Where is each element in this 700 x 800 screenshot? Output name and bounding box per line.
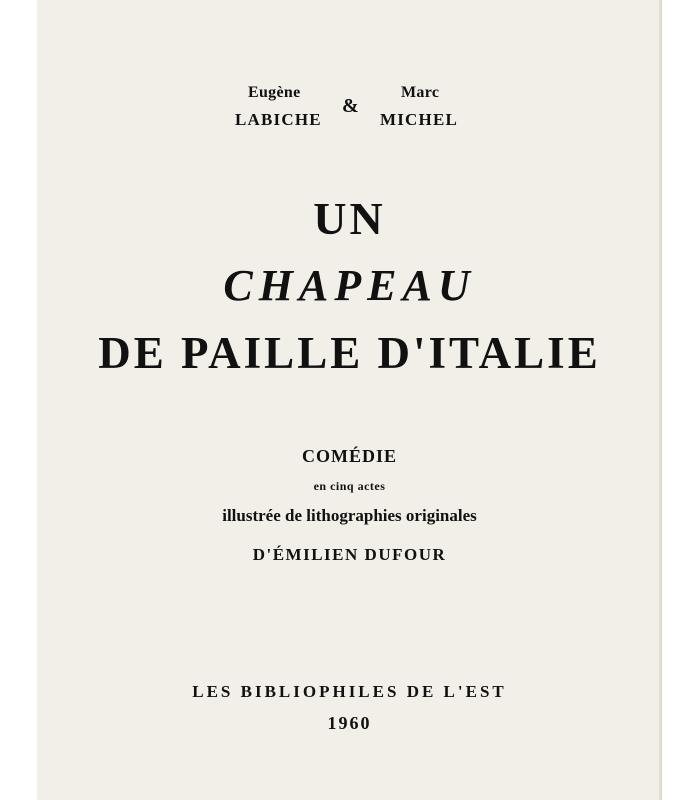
genre-label: COMÉDIE — [301, 446, 397, 466]
title-line-paille: DE PAILLE D'ITALIE — [98, 328, 601, 378]
author-2-last-name: MICHEL — [380, 110, 459, 129]
illustration-note: illustrée de lithographies originales — [222, 506, 477, 525]
publication-year: 1960 — [327, 713, 372, 733]
page-edge — [659, 0, 662, 800]
title-line-un: UN — [313, 193, 386, 244]
title-line-chapeau: CHAPEAU — [223, 261, 476, 310]
authors-ampersand: & — [342, 95, 359, 117]
illustrator-name: D'ÉMILIEN DUFOUR — [252, 545, 447, 564]
author-1-last-name: LABICHE — [235, 110, 322, 129]
author-1-first-name: Eugène — [248, 84, 301, 101]
acts-label: en cinq actes — [313, 479, 386, 493]
title-page — [37, 0, 662, 800]
author-2-first-name: Marc — [401, 84, 440, 101]
publisher-name: LES BIBLIOPHILES DE L'EST — [192, 682, 507, 701]
